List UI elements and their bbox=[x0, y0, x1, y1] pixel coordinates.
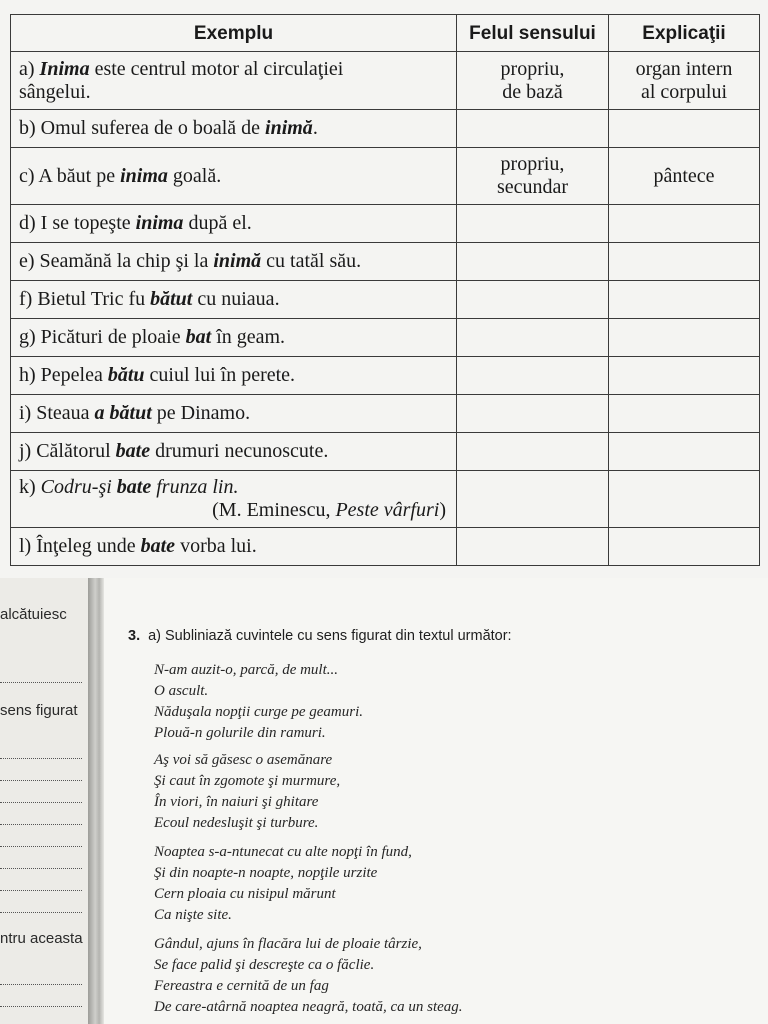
explanation-cell[interactable] bbox=[609, 205, 760, 243]
example-prefix: a) bbox=[19, 57, 40, 80]
poem-stanza bbox=[154, 660, 363, 744]
sense-cell[interactable] bbox=[457, 243, 609, 281]
example-prefix: e) Seamănă la chip şi la bbox=[19, 250, 214, 272]
sense-cell[interactable] bbox=[457, 528, 609, 566]
book-gutter bbox=[88, 578, 104, 1024]
key-word: bate bbox=[115, 440, 151, 462]
sense-line1: propriu, bbox=[500, 57, 565, 80]
example-cell bbox=[11, 528, 457, 566]
explanation-cell[interactable] bbox=[609, 281, 760, 319]
key-word: bătut bbox=[150, 288, 193, 310]
poem-line: Noaptea s-a-ntunecat cu alte nopţi în fund, bbox=[154, 844, 412, 860]
quote-text: Codru-şi bbox=[40, 476, 117, 498]
explanation-cell[interactable] bbox=[609, 471, 760, 528]
citation-close: ) bbox=[439, 499, 446, 521]
example-cell bbox=[11, 281, 457, 319]
poem-stanza bbox=[154, 934, 463, 1018]
example-text: drumuri necunoscute. bbox=[150, 440, 329, 462]
explanation-line1: organ intern bbox=[635, 57, 733, 80]
citation bbox=[19, 499, 448, 522]
example-prefix: h) Pepelea bbox=[19, 364, 108, 386]
key-word: bate bbox=[116, 476, 152, 498]
example-cell bbox=[11, 471, 457, 528]
example-text: cu nuiaua. bbox=[192, 288, 280, 310]
example-text: goală. bbox=[167, 164, 222, 187]
table-row bbox=[11, 395, 760, 433]
citation-title: Peste vârfuri bbox=[335, 499, 440, 521]
example-cell bbox=[11, 110, 457, 148]
sense-cell[interactable] bbox=[457, 471, 609, 528]
example-text: cuiul lui în perete. bbox=[144, 364, 296, 386]
example-text: cu tatăl său. bbox=[261, 250, 362, 272]
table-row bbox=[11, 357, 760, 395]
example-cell bbox=[11, 357, 457, 395]
left-page-word: ntru aceasta bbox=[0, 930, 83, 947]
poem-line: Cern ploaia cu nisipul mărunt bbox=[154, 886, 336, 902]
key-word: inimă bbox=[265, 117, 313, 139]
key-word: inima bbox=[135, 212, 184, 234]
explanation-cell[interactable] bbox=[609, 395, 760, 433]
sense-cell[interactable] bbox=[457, 110, 609, 148]
example-prefix: j) Călătorul bbox=[19, 440, 116, 462]
poem-line: Şi caut în zgomote şi murmure, bbox=[154, 773, 341, 789]
key-word: Inima bbox=[39, 57, 90, 80]
header-explanation: Explicaţii bbox=[609, 15, 760, 52]
poem-line: Plouă-n golurile din ramuri. bbox=[154, 725, 326, 741]
sense-cell[interactable] bbox=[457, 433, 609, 471]
table-row bbox=[11, 110, 760, 148]
left-page-word: alcătuiesc bbox=[0, 606, 67, 623]
example-text: în geam. bbox=[211, 326, 286, 348]
poem-line: Se face palid şi descreşte ca o făclie. bbox=[154, 957, 375, 973]
table-row bbox=[11, 52, 760, 110]
exercise-instruction bbox=[128, 628, 512, 644]
sense-cell[interactable] bbox=[457, 205, 609, 243]
example-cell bbox=[11, 433, 457, 471]
example-text-line2: sângelui. bbox=[19, 80, 91, 103]
header-example: Exemplu bbox=[11, 15, 457, 52]
poem-line: Năduşala nopţii curge pe geamuri. bbox=[154, 704, 364, 720]
explanation-cell[interactable] bbox=[609, 357, 760, 395]
explanation-cell[interactable] bbox=[609, 433, 760, 471]
example-prefix: g) Picături de ploaie bbox=[19, 326, 186, 348]
explanation-text: pântece bbox=[653, 164, 715, 187]
left-book-page bbox=[0, 578, 92, 1024]
sense-cell[interactable] bbox=[457, 395, 609, 433]
quote-text-end: frunza lin. bbox=[151, 476, 239, 498]
table-row bbox=[11, 471, 760, 528]
example-cell bbox=[11, 243, 457, 281]
sense-line1: propriu, bbox=[500, 153, 565, 175]
answer-line[interactable] bbox=[0, 802, 82, 803]
example-text: . bbox=[312, 117, 318, 139]
example-cell bbox=[11, 395, 457, 433]
sense-cell[interactable] bbox=[457, 319, 609, 357]
explanation-cell[interactable] bbox=[609, 52, 760, 110]
explanation-cell[interactable] bbox=[609, 148, 760, 205]
poem-line: Gândul, ajuns în flacăra lui de ploaie târzie, bbox=[154, 936, 422, 952]
sense-cell[interactable] bbox=[457, 357, 609, 395]
table-row bbox=[11, 281, 760, 319]
example-prefix: k) bbox=[19, 476, 41, 498]
table-row bbox=[11, 243, 760, 281]
answer-line[interactable] bbox=[0, 846, 82, 847]
example-prefix: l) Înţeleg unde bbox=[19, 535, 141, 557]
explanation-cell[interactable] bbox=[609, 110, 760, 148]
citation-author: (M. Eminescu, bbox=[212, 499, 336, 521]
key-word: bate bbox=[140, 535, 176, 557]
poem-stanza bbox=[154, 842, 412, 926]
explanation-cell[interactable] bbox=[609, 528, 760, 566]
example-prefix: f) Bietul Tric fu bbox=[19, 288, 151, 310]
answer-line[interactable] bbox=[0, 868, 82, 869]
header-sense-type: Felul sensului bbox=[457, 15, 609, 52]
poem-line: O ascult. bbox=[154, 683, 209, 699]
key-word: inimă bbox=[213, 250, 262, 272]
answer-line[interactable] bbox=[0, 890, 82, 891]
example-cell bbox=[11, 319, 457, 357]
poem-line: N-am auzit-o, parcă, de mult... bbox=[154, 662, 339, 678]
left-page-word: sens figurat bbox=[0, 702, 78, 719]
table-row bbox=[11, 528, 760, 566]
key-word: bat bbox=[185, 326, 212, 348]
answer-line[interactable] bbox=[0, 758, 82, 759]
poem-line: Fereastra e cernită de un fag bbox=[154, 978, 329, 994]
example-text: este centrul motor al circulaţiei bbox=[89, 57, 344, 80]
example-cell bbox=[11, 52, 457, 110]
example-cell bbox=[11, 148, 457, 205]
key-word: bătu bbox=[107, 364, 145, 386]
poem-line: În viori, în naiuri şi ghitare bbox=[154, 794, 319, 810]
answer-line[interactable] bbox=[0, 780, 82, 781]
table-row bbox=[11, 433, 760, 471]
poem-line: Ca nişte site. bbox=[154, 907, 232, 923]
exercise-number: 3. bbox=[128, 628, 141, 644]
answer-line[interactable] bbox=[0, 1006, 82, 1007]
example-prefix: b) Omul suferea de o boală de bbox=[19, 117, 266, 139]
poem-stanza bbox=[154, 750, 340, 834]
answer-line[interactable] bbox=[0, 984, 82, 985]
example-text: pe Dinamo. bbox=[151, 402, 251, 424]
example-cell bbox=[11, 205, 457, 243]
example-prefix: d) I se topeşte bbox=[19, 212, 136, 234]
sense-cell[interactable] bbox=[457, 52, 609, 110]
poem-line: De care-atârnă noaptea neagră, toată, ca un steag. bbox=[154, 999, 463, 1015]
example-text: după el. bbox=[183, 212, 252, 234]
key-word: a bătut bbox=[94, 402, 152, 424]
example-text: vorba lui. bbox=[175, 535, 257, 557]
poem-line: Ecoul nedesluşit şi turbure. bbox=[154, 815, 319, 831]
examples-table bbox=[10, 14, 760, 566]
answer-line[interactable] bbox=[0, 912, 82, 913]
poem-line: Aş voi să găsesc o asemănare bbox=[154, 752, 333, 768]
explanation-cell[interactable] bbox=[609, 319, 760, 357]
sense-line2: secundar bbox=[496, 176, 569, 198]
explanation-cell[interactable] bbox=[609, 243, 760, 281]
poem-line: Şi din noapte-n noapte, nopţile urzite bbox=[154, 865, 378, 881]
table-header-row bbox=[11, 15, 760, 52]
sense-cell[interactable] bbox=[457, 148, 609, 205]
example-prefix: i) Steaua bbox=[19, 402, 95, 424]
exercise-text: a) Subliniază cuvintele cu sens figurat din textul următor: bbox=[148, 628, 512, 644]
example-prefix: c) A băut pe bbox=[19, 164, 121, 187]
sense-line2: de bază bbox=[502, 80, 563, 103]
table-row bbox=[11, 319, 760, 357]
key-word: inima bbox=[120, 164, 168, 187]
answer-line[interactable] bbox=[0, 682, 82, 683]
answer-line[interactable] bbox=[0, 824, 82, 825]
table-row bbox=[11, 205, 760, 243]
table-row bbox=[11, 148, 760, 205]
explanation-line2: al corpului bbox=[640, 80, 728, 103]
right-book-page bbox=[104, 578, 768, 1024]
sense-cell[interactable] bbox=[457, 281, 609, 319]
